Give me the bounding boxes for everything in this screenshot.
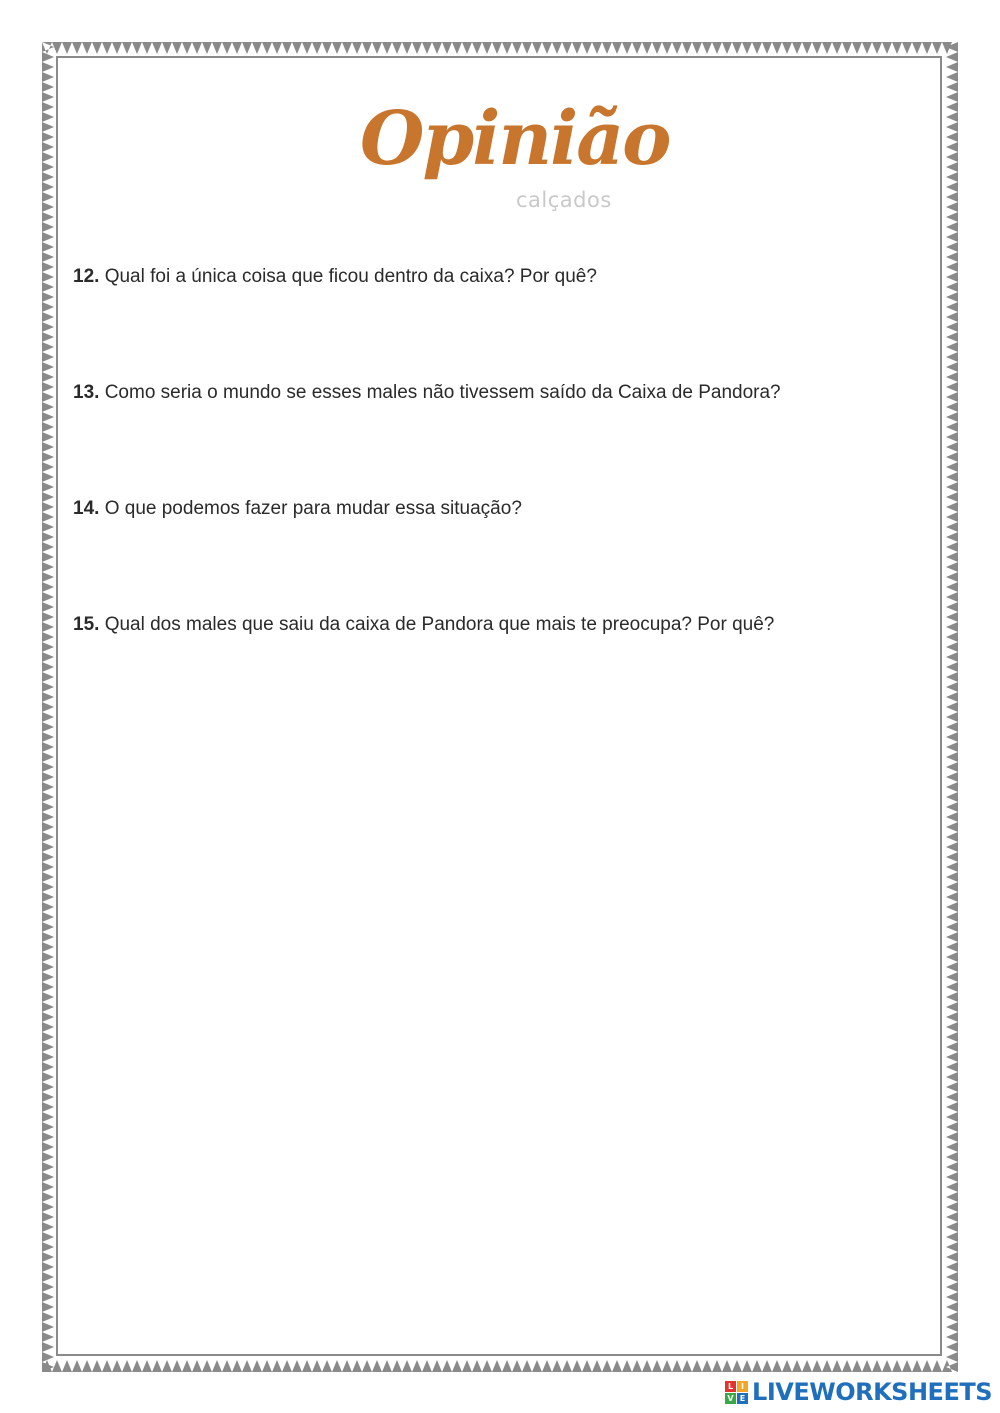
question-number: 13.: [73, 382, 100, 403]
question-text: O que podemos fazer para mudar essa situação?: [104, 498, 522, 519]
question-14: [73, 498, 522, 520]
badge-letter: E: [737, 1393, 748, 1404]
question-number: 12.: [73, 266, 100, 287]
logo-script-text: Opinião: [360, 96, 670, 182]
question-number: 15.: [73, 614, 100, 635]
question-13: [73, 382, 781, 404]
question-text: Como seria o mundo se esses males não tivessem saído da Caixa de Pandora?: [104, 382, 781, 403]
question-text: Qual foi a única coisa que ficou dentro da caixa? Por quê?: [104, 266, 597, 287]
badge-letter: V: [725, 1393, 736, 1404]
question-number: 14.: [73, 498, 100, 519]
logo-subtitle: calçados: [516, 188, 612, 212]
logo: [356, 96, 670, 225]
live-badge-icon: [725, 1381, 748, 1404]
question-15: [73, 614, 774, 636]
brand-text: LIVEWORKSHEETS: [752, 1378, 992, 1406]
question-text: Qual dos males que saiu da caixa de Pandora que mais te preocupa? Por quê?: [104, 614, 775, 635]
question-12: [73, 266, 597, 288]
liveworksheets-logo: [725, 1377, 992, 1407]
badge-letter: L: [725, 1381, 736, 1392]
badge-letter: I: [737, 1381, 748, 1392]
page-frame: [56, 56, 942, 1356]
